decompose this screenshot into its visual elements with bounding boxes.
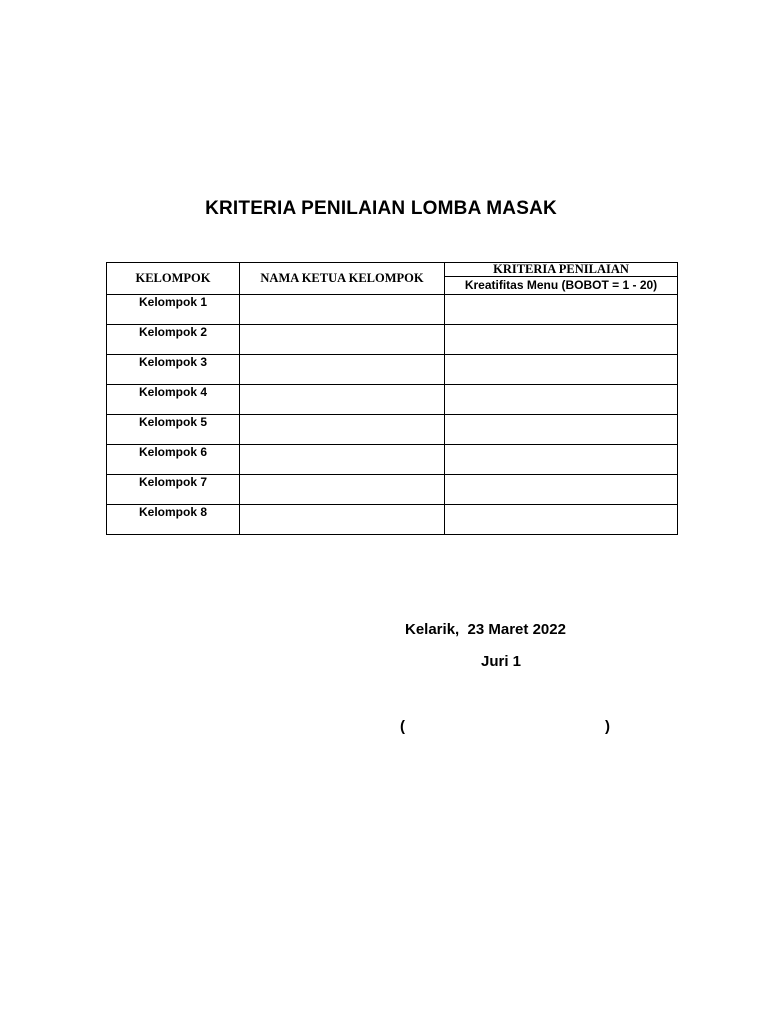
- group-name-cell: Kelompok 7: [107, 475, 240, 505]
- leader-name-cell[interactable]: [240, 475, 445, 505]
- judge-label: Juri 1: [481, 653, 522, 670]
- group-name-cell: Kelompok 8: [107, 505, 240, 535]
- score-cell[interactable]: [445, 505, 678, 535]
- leader-name-cell[interactable]: [240, 385, 445, 415]
- table-row: [107, 385, 678, 415]
- group-name-cell: Kelompok 3: [107, 355, 240, 385]
- leader-name-cell[interactable]: [240, 355, 445, 385]
- table-row: [107, 325, 678, 355]
- header-nama-ketua: NAMA KETUA KELOMPOK: [240, 263, 445, 295]
- leader-name-cell[interactable]: [240, 505, 445, 535]
- scoring-table: [106, 262, 678, 535]
- header-kriteria-sub: Kreatifitas Menu (BOBOT = 1 - 20): [445, 277, 678, 295]
- header-kriteria: KRITERIA PENILAIAN: [445, 263, 678, 277]
- score-cell[interactable]: [445, 475, 678, 505]
- place-date: Kelarik, 23 Maret 2022: [405, 621, 566, 638]
- header-kelompok: KELOMPOK: [107, 263, 240, 295]
- group-name-cell: Kelompok 6: [107, 445, 240, 475]
- group-name-cell: Kelompok 2: [107, 325, 240, 355]
- table-row: [107, 445, 678, 475]
- score-cell[interactable]: [445, 355, 678, 385]
- table-row: [107, 475, 678, 505]
- table-row: [107, 295, 678, 325]
- table-row: [107, 505, 678, 535]
- leader-name-cell[interactable]: [240, 445, 445, 475]
- leader-name-cell[interactable]: [240, 325, 445, 355]
- signature-paren-close: ): [605, 718, 610, 735]
- group-name-cell: Kelompok 4: [107, 385, 240, 415]
- leader-name-cell[interactable]: [240, 415, 445, 445]
- signature-paren-open: (: [400, 718, 405, 735]
- score-cell[interactable]: [445, 415, 678, 445]
- table-row: [107, 415, 678, 445]
- score-cell[interactable]: [445, 295, 678, 325]
- score-cell[interactable]: [445, 325, 678, 355]
- document-title: KRITERIA PENILAIAN LOMBA MASAK: [205, 198, 557, 219]
- group-name-cell: Kelompok 1: [107, 295, 240, 325]
- table-row: [107, 355, 678, 385]
- score-cell[interactable]: [445, 385, 678, 415]
- leader-name-cell[interactable]: [240, 295, 445, 325]
- group-name-cell: Kelompok 5: [107, 415, 240, 445]
- score-cell[interactable]: [445, 445, 678, 475]
